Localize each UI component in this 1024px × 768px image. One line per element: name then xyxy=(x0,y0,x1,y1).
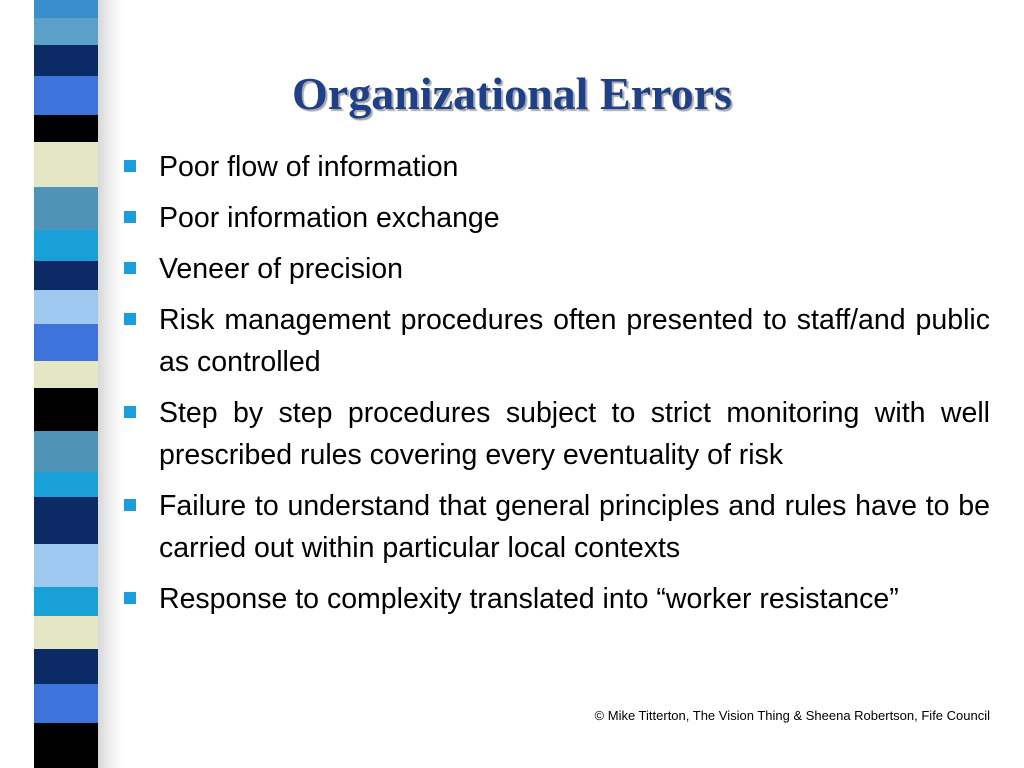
bullet-text: Poor information exchange xyxy=(159,202,500,234)
bullet-text: Poor flow of information xyxy=(159,151,459,183)
stripe-band xyxy=(34,187,98,230)
stripe-band xyxy=(34,0,98,18)
bullet-text: Risk management procedures often presented to staff/and public as controlled xyxy=(159,304,990,378)
stripe-band xyxy=(34,361,98,388)
stripe-band xyxy=(34,497,98,544)
bullet-text: Step by step procedures subject to strict monitoring with well prescribed rules covering every eventuality of risk xyxy=(159,397,990,471)
stripe-band xyxy=(34,587,98,616)
stripe-band xyxy=(34,142,98,187)
bullet-text: Veneer of precision xyxy=(159,253,403,285)
slide-title: Organizational Errors xyxy=(292,68,732,119)
stripe-band xyxy=(34,324,98,361)
stripe-band xyxy=(34,472,98,497)
stripe-band xyxy=(34,723,98,768)
stripe-band xyxy=(34,18,98,45)
bullet-item xyxy=(120,197,990,239)
square-bullet-icon xyxy=(124,313,136,325)
bullet-text: Failure to understand that general principles and rules have to be carried out within particular local contexts xyxy=(159,490,990,564)
square-bullet-icon xyxy=(124,499,136,511)
stripe-band xyxy=(34,261,98,290)
square-bullet-icon xyxy=(124,160,136,172)
bullet-item xyxy=(120,146,990,188)
square-bullet-icon xyxy=(124,262,136,274)
bullet-item xyxy=(120,299,990,383)
square-bullet-icon xyxy=(124,406,136,418)
stripe-band xyxy=(34,230,98,261)
stripe-band xyxy=(34,388,98,431)
stripe-band xyxy=(34,684,98,723)
stripe-band xyxy=(34,649,98,684)
bullet-item xyxy=(120,485,990,569)
copyright-footer: © Mike Titterton, The Vision Thing & Sheena Robertson, Fife Council xyxy=(594,708,990,723)
bullet-list xyxy=(120,146,990,629)
square-bullet-icon xyxy=(124,592,136,604)
bullet-item xyxy=(120,392,990,476)
bullet-item xyxy=(120,578,990,620)
stripe-band xyxy=(34,431,98,472)
stripe-band xyxy=(34,290,98,323)
square-bullet-icon xyxy=(124,211,136,223)
stripe-band xyxy=(34,616,98,649)
bullet-item xyxy=(120,248,990,290)
stripe-band xyxy=(34,544,98,587)
bullet-text: Response to complexity translated into “worker resistance” xyxy=(159,583,899,615)
